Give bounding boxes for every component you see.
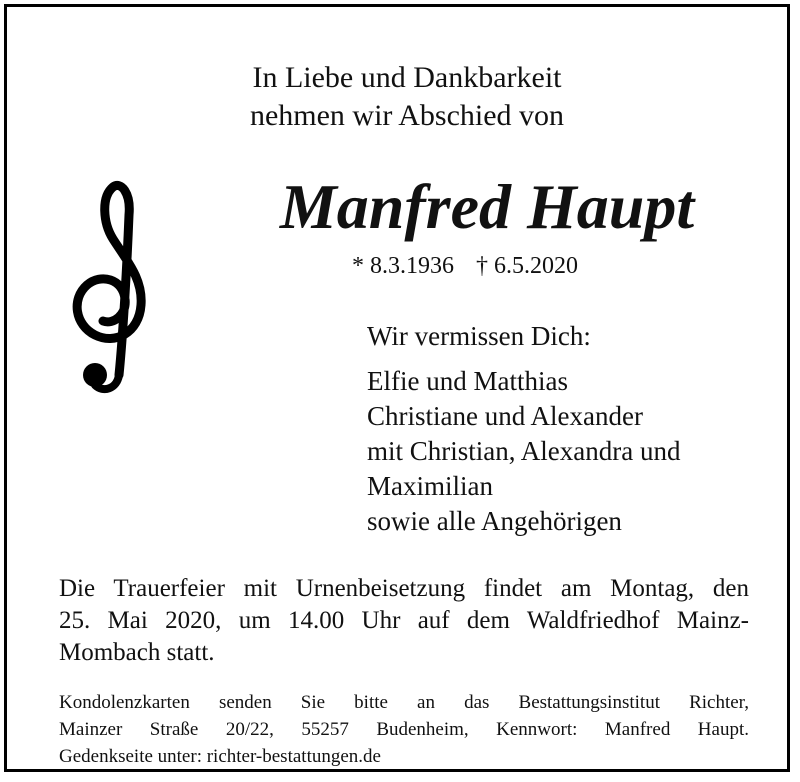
family-line: sowie alle Angehörigen — [367, 506, 622, 536]
family-line: mit Christian, Alexandra und — [367, 436, 681, 466]
ceremony-line: Die Trauerfeier mit Urnenbeisetzung findet am Montag, den — [59, 575, 749, 602]
intro-text — [187, 59, 627, 135]
contact-line: Kondolenzkarten senden Sie bitte an das Bestattungsinstitut Richter, — [59, 692, 749, 713]
birth-date: * 8.3.1936 — [352, 253, 454, 279]
obituary-notice — [4, 4, 790, 772]
treble-clef-icon — [61, 175, 161, 395]
contact-line: Gedenkseite unter: richter-bestattungen.de — [59, 746, 381, 767]
ceremony-line: Mombach statt. — [59, 639, 215, 666]
intro-line-1: In Liebe und Dankbarkeit — [252, 61, 562, 94]
family-line: Maximilian — [367, 471, 493, 501]
intro-line-2: nehmen wir Abschied von — [249, 99, 565, 132]
death-date: † 6.5.2020 — [476, 253, 578, 279]
contact-line: Mainzer Straße 20/22, 55257 Budenheim, Kennwort: Manfred Haupt. — [59, 719, 749, 740]
deceased-name: Manfred Haupt — [279, 171, 695, 242]
family-heading: Wir vermissen Dich: — [367, 321, 591, 351]
contact-info — [59, 689, 749, 770]
ceremony-line: 25. Mai 2020, um 14.00 Uhr auf dem Waldfriedhof Mainz- — [59, 607, 749, 634]
family-line: Elfie und Matthias — [367, 366, 568, 396]
life-dates — [352, 251, 652, 281]
ceremony-info — [59, 573, 749, 669]
family-line: Christiane und Alexander — [367, 401, 643, 431]
family-block — [367, 319, 767, 539]
